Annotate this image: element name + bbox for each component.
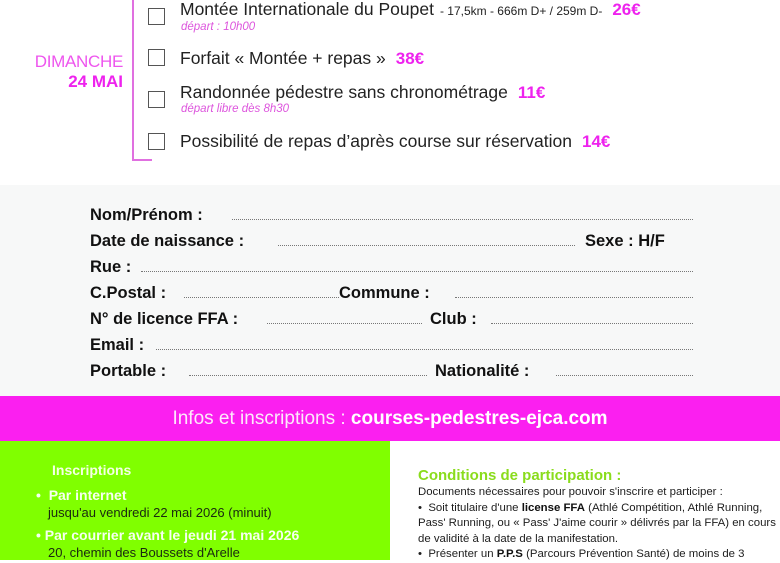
bullet-internet <box>36 487 127 503</box>
sexe-label: Sexe : H/F <box>585 232 665 250</box>
licence-field[interactable] <box>267 323 422 324</box>
cpostal-field[interactable] <box>184 297 339 298</box>
option-price: 26€ <box>612 0 641 19</box>
internet-label: Par internet <box>48 487 127 503</box>
bullet-courrier <box>36 527 299 543</box>
condition-item-license <box>418 501 780 548</box>
rue-field[interactable] <box>141 271 693 272</box>
internet-text: jusqu'au vendredi 22 mai 2026 (minuit) <box>48 505 272 520</box>
option-label: Montée Internationale du Poupet <box>180 0 434 19</box>
item1-rest: (Athlé Compétition, Athlé Running, Pass' Running, ou « Pass' J'aime courir » délivrés par la FFA) en cours de validité à la date de la manifestation. <box>418 501 776 545</box>
option-price: 38€ <box>395 49 425 68</box>
banner-prefix: Infos et inscriptions : <box>172 408 351 429</box>
option-details: - 17,5km - 666m D+ / 259m D- <box>439 4 603 18</box>
option-label: Forfait « Montée + repas » <box>180 48 386 68</box>
licence-label: N° de licence FFA : <box>90 310 239 328</box>
portable-field[interactable] <box>189 375 427 376</box>
commune-field[interactable] <box>455 297 693 298</box>
naissance-label: Date de naissance : <box>90 232 245 250</box>
option-montee <box>180 0 641 21</box>
bullet-icon: • <box>418 548 429 560</box>
condition-item-pps <box>418 547 780 563</box>
bullet-icon: • <box>418 501 429 514</box>
bracket-tick <box>132 159 152 161</box>
nationalite-label: Nationalité : <box>435 362 530 380</box>
option-sub: départ : 10h00 <box>181 21 256 33</box>
bullet-icon: • <box>36 527 45 543</box>
option-sub: départ libre dès 8h30 <box>181 103 290 115</box>
option-forfait <box>180 48 424 69</box>
cpostal-label: C.Postal : <box>90 284 167 302</box>
courrier-text: 20, chemin des Boussets d'Arelle <box>48 545 240 560</box>
item1-prefix: Soit titulaire d'une <box>428 501 522 514</box>
website-link[interactable]: courses-pedestres-ejca.com <box>350 408 608 429</box>
checkbox-repas[interactable] <box>148 133 165 150</box>
checkbox-forfait[interactable] <box>148 49 165 66</box>
option-price: 14€ <box>582 132 611 151</box>
nom-field[interactable] <box>232 219 693 220</box>
info-banner <box>0 396 780 441</box>
portable-label: Portable : <box>90 362 167 380</box>
item1-bold: license FFA <box>521 501 585 514</box>
checkbox-randonnee[interactable] <box>148 91 165 108</box>
checkbox-montee[interactable] <box>148 8 165 25</box>
bullet-icon: • <box>36 487 49 503</box>
bracket-line <box>132 0 134 161</box>
item2-prefix: Présenter un <box>428 548 497 560</box>
inscriptions-title: Inscriptions <box>52 462 132 478</box>
club-field[interactable] <box>491 323 693 324</box>
inscriptions-box <box>0 441 390 560</box>
email-label: Email : <box>90 336 145 354</box>
option-price: 11€ <box>517 83 546 102</box>
conditions-intro: Documents nécessaires pour pouvoir s'inscrire et participer : <box>418 486 723 498</box>
naissance-field[interactable] <box>278 245 575 246</box>
option-repas <box>180 131 610 152</box>
nom-label: Nom/Prénom : <box>90 206 203 224</box>
conditions-section <box>418 467 780 563</box>
date-label: 24 MAI <box>68 72 123 91</box>
nationalite-field[interactable] <box>556 375 693 376</box>
registration-form <box>0 185 780 396</box>
race-options-section <box>0 0 780 185</box>
commune-label: Commune : <box>339 284 430 302</box>
day-label: DIMANCHE <box>34 52 123 71</box>
option-label: Randonnée pédestre sans chronométrage <box>180 82 508 102</box>
club-label: Club : <box>430 310 477 328</box>
option-randonnee <box>180 82 545 103</box>
option-label: Possibilité de repas d’après course sur réservation <box>180 131 572 151</box>
courrier-label: Par courrier avant le jeudi 21 mai 2026 <box>44 527 300 543</box>
email-field[interactable] <box>156 349 693 350</box>
rue-label: Rue : <box>90 258 132 276</box>
item2-bold: P.P.S <box>496 548 523 560</box>
item2-rest: (Parcours Prévention Santé) de moins de 3 <box>522 548 745 560</box>
conditions-title: Conditions de participation : <box>418 467 622 484</box>
